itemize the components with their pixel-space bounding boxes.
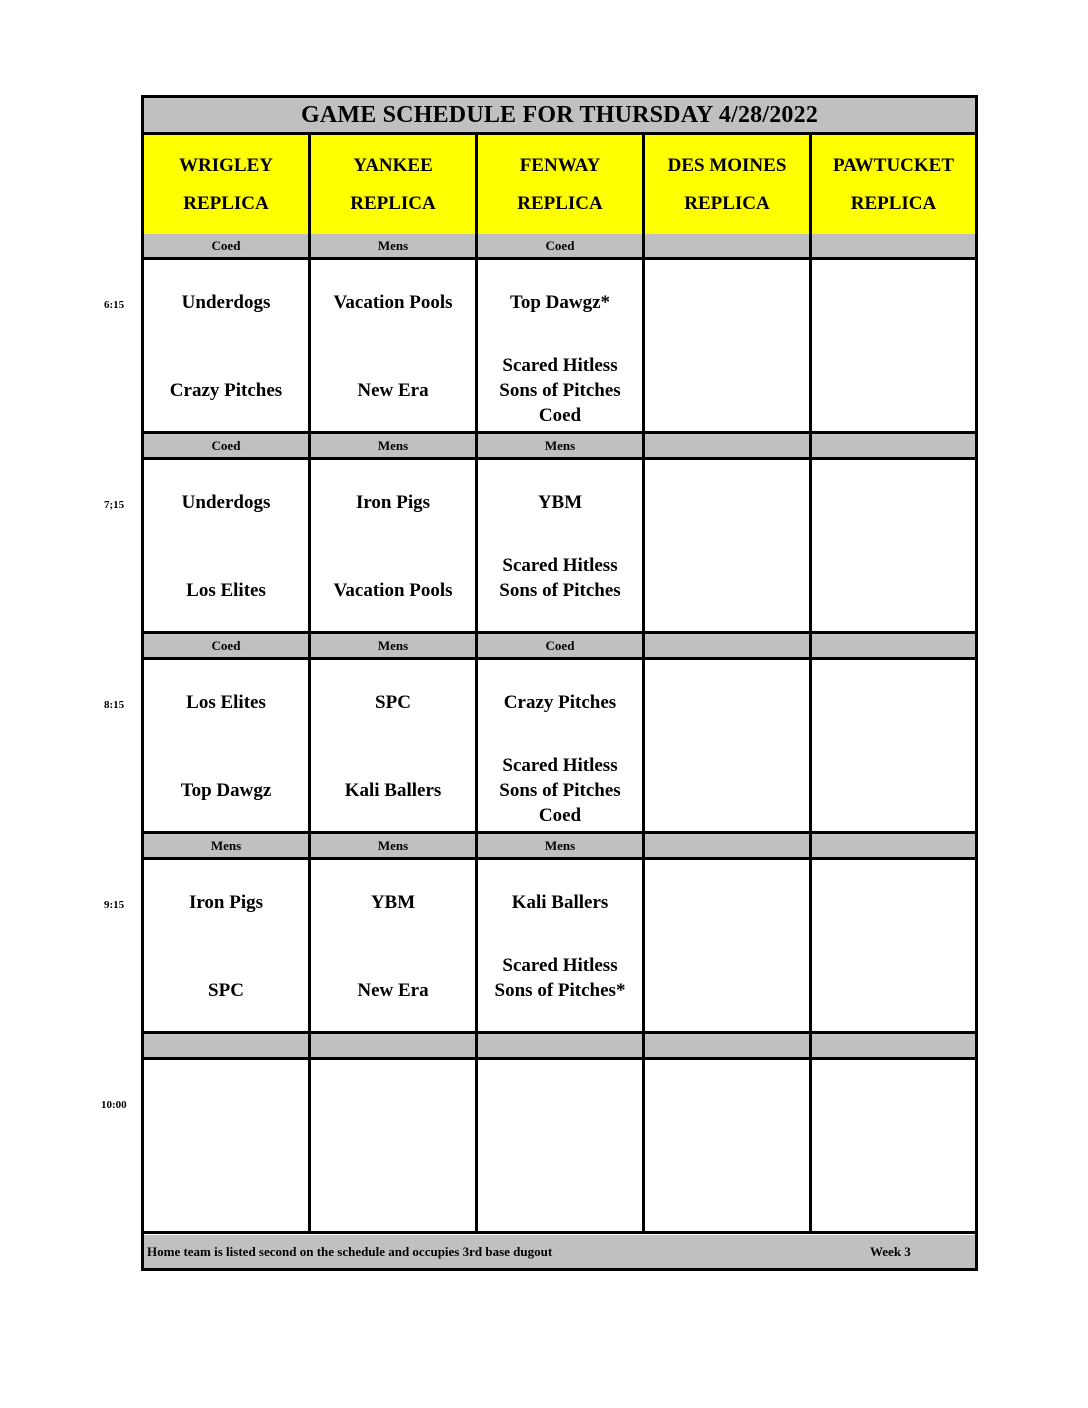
game-slot: [144, 860, 311, 1034]
game-slot: [645, 460, 812, 634]
field-name: FENWAY: [519, 155, 601, 176]
game-slot: [478, 860, 645, 1034]
away-team: Kali Ballers: [511, 892, 609, 913]
away-team: YBM: [537, 492, 583, 513]
page-title: GAME SCHEDULE FOR THURSDAY 4/28/2022: [144, 98, 975, 135]
division-label: Mens: [478, 434, 645, 460]
game-slot: [311, 460, 478, 634]
field-subtitle: REPLICA: [850, 193, 937, 214]
game-slot: [645, 1060, 812, 1234]
division-label: Mens: [478, 834, 645, 860]
game-slot: [812, 260, 975, 434]
game-slot: [812, 860, 975, 1034]
division-label: [645, 1034, 812, 1060]
home-team: Scared Hitless Sons of Pitches Coed: [499, 754, 621, 826]
game-slot: [478, 460, 645, 634]
division-label: [478, 1034, 645, 1060]
away-team: Vacation Pools: [333, 292, 453, 313]
field-name: WRIGLEY: [179, 155, 273, 176]
game-slot: [812, 1060, 975, 1234]
away-team: Crazy Pitches: [503, 692, 617, 713]
field-header: [144, 135, 311, 234]
division-label: [144, 1034, 311, 1060]
home-team: Los Elites: [186, 579, 266, 601]
division-label: Coed: [144, 434, 311, 460]
division-label: [812, 634, 975, 660]
game-slot: [311, 860, 478, 1034]
division-label: Mens: [311, 834, 478, 860]
field-header: [812, 135, 975, 234]
game-slot: [311, 660, 478, 834]
home-team: New Era: [357, 979, 429, 1001]
field-subtitle: REPLICA: [183, 193, 269, 214]
field-name: DES MOINES: [667, 155, 787, 176]
game-slot: [812, 460, 975, 634]
division-label: [812, 834, 975, 860]
division-label: [645, 434, 812, 460]
division-label: Mens: [311, 234, 478, 260]
division-label: Mens: [144, 834, 311, 860]
game-slot: [478, 660, 645, 834]
away-team: Underdogs: [181, 292, 271, 313]
away-team: SPC: [375, 692, 411, 713]
division-label: [812, 1034, 975, 1060]
field-subtitle: REPLICA: [684, 193, 770, 214]
home-team: Scared Hitless Sons of Pitches*: [494, 955, 626, 1001]
home-team: Crazy Pitches: [169, 379, 283, 401]
field-header: [645, 135, 812, 234]
field-header: [478, 135, 645, 234]
time-label: 9:15: [104, 899, 125, 911]
division-label: Coed: [478, 234, 645, 260]
field-subtitle: REPLICA: [517, 193, 603, 214]
division-label: Coed: [144, 234, 311, 260]
game-slot: [645, 860, 812, 1034]
away-team: Underdogs: [181, 492, 271, 513]
game-slot: [478, 1060, 645, 1234]
division-label: [311, 1034, 478, 1060]
home-team: Vacation Pools: [333, 579, 453, 601]
home-team: Scared Hitless Sons of Pitches Coed: [499, 354, 621, 426]
game-slot: [812, 660, 975, 834]
time-label: 10:00: [101, 1099, 127, 1111]
home-team: Top Dawgz: [180, 779, 272, 801]
division-label: [812, 234, 975, 260]
time-label: 7;15: [104, 499, 125, 511]
game-slot: [311, 260, 478, 434]
division-label: Coed: [144, 634, 311, 660]
schedule-sheet: [141, 95, 978, 1271]
game-slot: [478, 260, 645, 434]
division-label: Coed: [478, 634, 645, 660]
home-team: SPC: [208, 979, 244, 1001]
division-label: Mens: [311, 434, 478, 460]
game-slot: [311, 1060, 478, 1234]
time-label: 8:15: [104, 699, 125, 711]
away-team: Top Dawgz*: [509, 292, 611, 313]
division-label: [812, 434, 975, 460]
field-header: [311, 135, 478, 234]
time-label: 6:15: [104, 299, 125, 311]
home-team: Kali Ballers: [344, 779, 442, 801]
game-slot: [645, 260, 812, 434]
schedule-footer: [144, 1235, 975, 1268]
field-subtitle: REPLICA: [350, 193, 436, 214]
game-slot: [144, 460, 311, 634]
away-team: Iron Pigs: [188, 892, 264, 913]
division-label: Mens: [311, 634, 478, 660]
away-team: Iron Pigs: [355, 492, 431, 513]
game-slot: [144, 260, 311, 434]
home-team: New Era: [357, 379, 429, 401]
week-label: Week 3: [870, 1243, 911, 1259]
home-team: Scared Hitless Sons of Pitches: [499, 555, 621, 601]
away-team: YBM: [370, 892, 416, 913]
footer-note: Home team is listed second on the schedule and occupies 3rd base dugout: [147, 1243, 553, 1259]
game-slot: [144, 660, 311, 834]
division-label: [645, 634, 812, 660]
away-team: Los Elites: [186, 692, 266, 713]
division-label: [645, 234, 812, 260]
game-slot: [144, 1060, 311, 1234]
game-slot: [645, 660, 812, 834]
field-name: PAWTUCKET: [832, 155, 955, 176]
field-name: YANKEE: [353, 155, 433, 176]
division-label: [645, 834, 812, 860]
